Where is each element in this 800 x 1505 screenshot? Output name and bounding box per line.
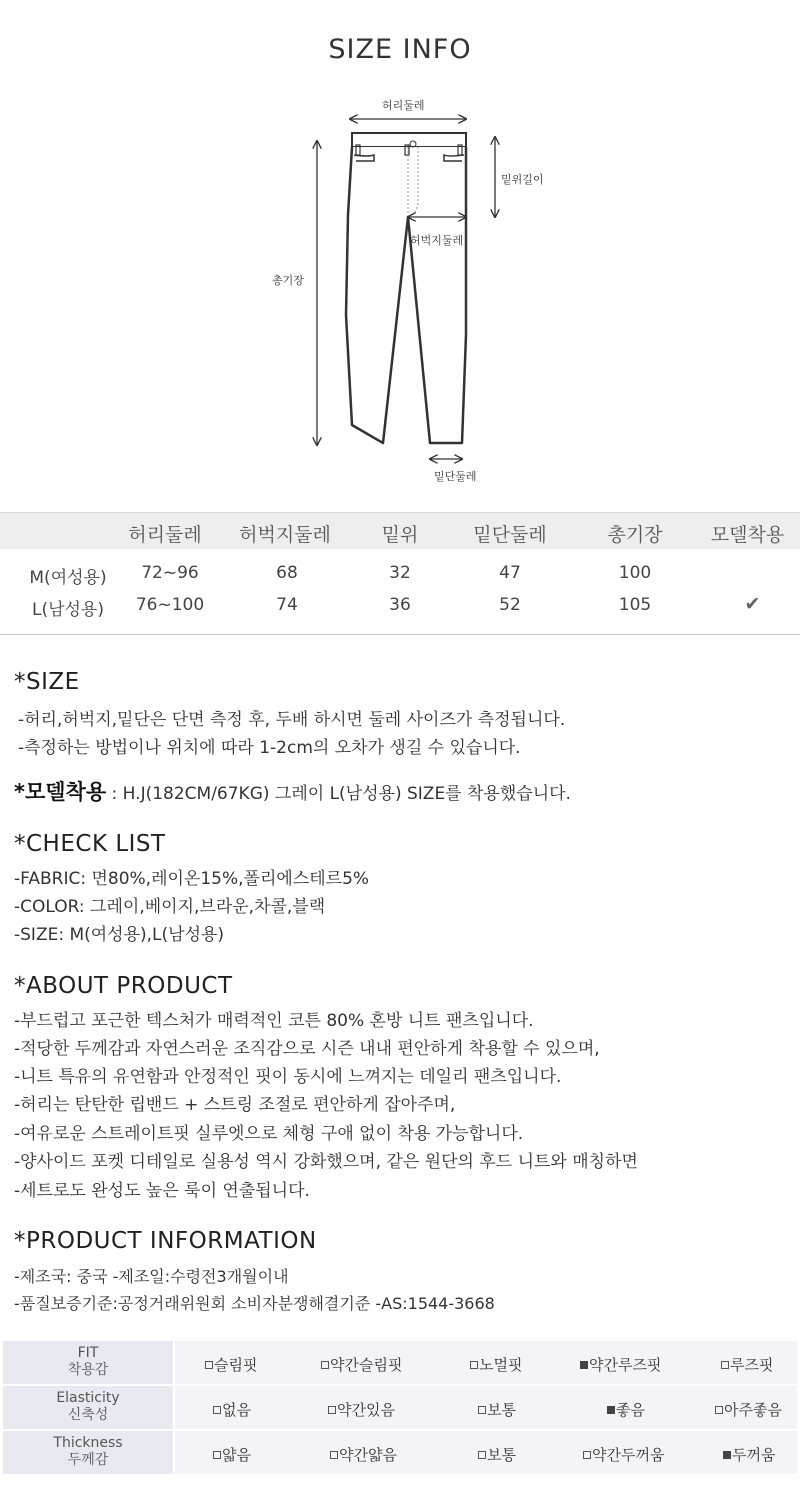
size-note-1: -허리,허벅지,밑단은 단면 측정 후, 두배 하시면 둘레 사이즈가 측정됩니다. [18,710,566,730]
product-info-line: -품질보증기준:공정거래위원회 소비자분쟁해결기준 -AS:1544-3668 [14,1294,495,1313]
checked-box-icon [723,1451,731,1459]
checkbox-icon [213,1406,221,1414]
length-label: 총기장 [272,274,304,287]
row-size: L(남성용) [31,600,104,620]
fit-option: 슬림핏 [205,1354,257,1375]
checkbox-icon [478,1451,486,1459]
about-line: -니트 특유의 유연함과 안정적인 핏이 동시에 느껴지는 데일리 팬츠입니다. [14,1067,562,1087]
thickness-option: 약간두꺼움 [583,1444,664,1465]
header-model: 모델착용 [710,524,785,546]
checkbox-icon [328,1406,336,1414]
checkbox-icon [330,1451,338,1459]
elasticity-options [175,1386,797,1429]
check-color: -COLOR: 그레이,베이지,브라운,차콜,블랙 [14,897,326,917]
rise-label: 밑위길이 [501,173,544,186]
size-note-2: -측정하는 방법이나 위치에 따라 1-2cm의 오차가 생길 수 있습니다. [18,738,521,758]
checkbox-icon [715,1406,723,1414]
page-title: SIZE INFO [328,34,472,65]
waist-label: 허리둘레 [382,99,425,112]
about-line: -양사이드 포켓 디테일로 실용성 역시 강화했으며, 같은 원단의 후드 니트와 매칭하면 [14,1152,638,1172]
row-thigh: 68 [276,563,298,583]
fit-row-fit [3,1341,797,1384]
pants-diagram [250,95,570,490]
header-waist: 허리둘레 [128,524,202,546]
header-length: 총기장 [607,524,663,546]
product-info-heading: *PRODUCT INFORMATION [14,1228,317,1254]
checkbox-icon [470,1361,478,1369]
about-line: -허리는 탄탄한 립밴드 + 스트링 조절로 편안하게 잡아주며, [14,1095,456,1115]
header-thigh: 허벅지둘레 [239,524,331,546]
checked-box-icon [580,1361,588,1369]
row-rise: 32 [389,563,411,583]
hem-label: 밑단둘레 [434,470,477,483]
model-check-icon: ✔ [744,593,761,615]
elasticity-option: 약간있음 [328,1399,395,1420]
thickness-options [175,1431,797,1474]
pants-illustration [250,95,570,490]
fit-options [175,1341,797,1384]
row-waist: 76~100 [135,595,205,615]
thickness-option: 얇음 [213,1444,251,1465]
about-line: -여유로운 스트레이트핏 실루엣으로 체형 구애 없이 착용 가능합니다. [14,1124,524,1144]
thickness-label [3,1431,173,1474]
row-length: 105 [618,595,652,615]
size-table-header [0,512,800,549]
checkbox-icon [321,1361,329,1369]
checked-box-icon [607,1406,615,1414]
elasticity-option-selected: 좋음 [607,1399,645,1420]
checkbox-icon [213,1451,221,1459]
row-rise: 36 [389,595,411,615]
row-length: 100 [618,563,652,583]
fit-option: 약간슬림핏 [321,1354,402,1375]
fit-row-thickness [3,1431,797,1474]
model-text: : H.J(182CM/67KG) 그레이 L(남성용) SIZE를 착용했습니다. [106,784,571,804]
header-rise: 밑위 [381,524,419,546]
checkbox-icon [478,1406,486,1414]
fit-row-elasticity [3,1386,797,1429]
fit-option: 노멀핏 [470,1354,522,1375]
fit-option-selected: 약간루즈핏 [580,1354,661,1375]
size-heading: *SIZE [14,669,80,695]
row-thigh: 74 [276,595,298,615]
fit-label-ko: 착용감 [67,1362,109,1378]
about-heading: *ABOUT PRODUCT [14,973,233,999]
about-line: -적당한 두께감과 자연스러운 조직감으로 시즌 내내 편안하게 착용할 수 있으며, [14,1039,600,1059]
thickness-option-selected: 두꺼움 [723,1444,775,1465]
header-hem: 밑단둘레 [473,524,547,546]
row-hem: 47 [499,563,521,583]
fit-option: 루즈핏 [721,1354,773,1375]
row-waist: 72~96 [141,563,199,583]
checkbox-icon [583,1451,591,1459]
model-info [14,776,571,806]
thickness-label-ko: 두께감 [67,1452,109,1468]
check-size: -SIZE: M(여성용),L(남성용) [14,925,225,945]
product-info-line: -제조국: 중국 -제조일:수령전3개월이내 [14,1267,289,1286]
row-size: M(여성용) [29,568,107,588]
checkbox-icon [205,1361,213,1369]
thickness-label-en: Thickness [53,1435,123,1451]
elasticity-label-en: Elasticity [56,1390,120,1406]
thigh-label: 허벅지둘레 [410,234,464,247]
thickness-option: 약간얇음 [330,1444,397,1465]
about-line: -세트로도 완성도 높은 룩이 연출됩니다. [14,1181,310,1201]
size-table [0,512,800,635]
checkbox-icon [721,1361,729,1369]
thickness-option: 보통 [478,1444,516,1465]
about-line: -부드럽고 포근한 텍스처가 매력적인 코튼 80% 혼방 니트 팬츠입니다. [14,1011,534,1031]
elasticity-label [3,1386,173,1429]
check-fabric: -FABRIC: 면80%,레이온15%,폴리에스테르5% [14,869,370,889]
elasticity-option: 없음 [213,1399,251,1420]
check-list-heading: *CHECK LIST [14,831,166,857]
elasticity-option: 보통 [478,1399,516,1420]
elasticity-label-ko: 신축성 [67,1407,109,1423]
model-label: *모델착용 [14,780,107,804]
fit-label [3,1341,173,1384]
fit-label-en: FIT [77,1345,99,1361]
row-hem: 52 [499,595,521,615]
elasticity-option: 아주좋음 [715,1399,782,1420]
